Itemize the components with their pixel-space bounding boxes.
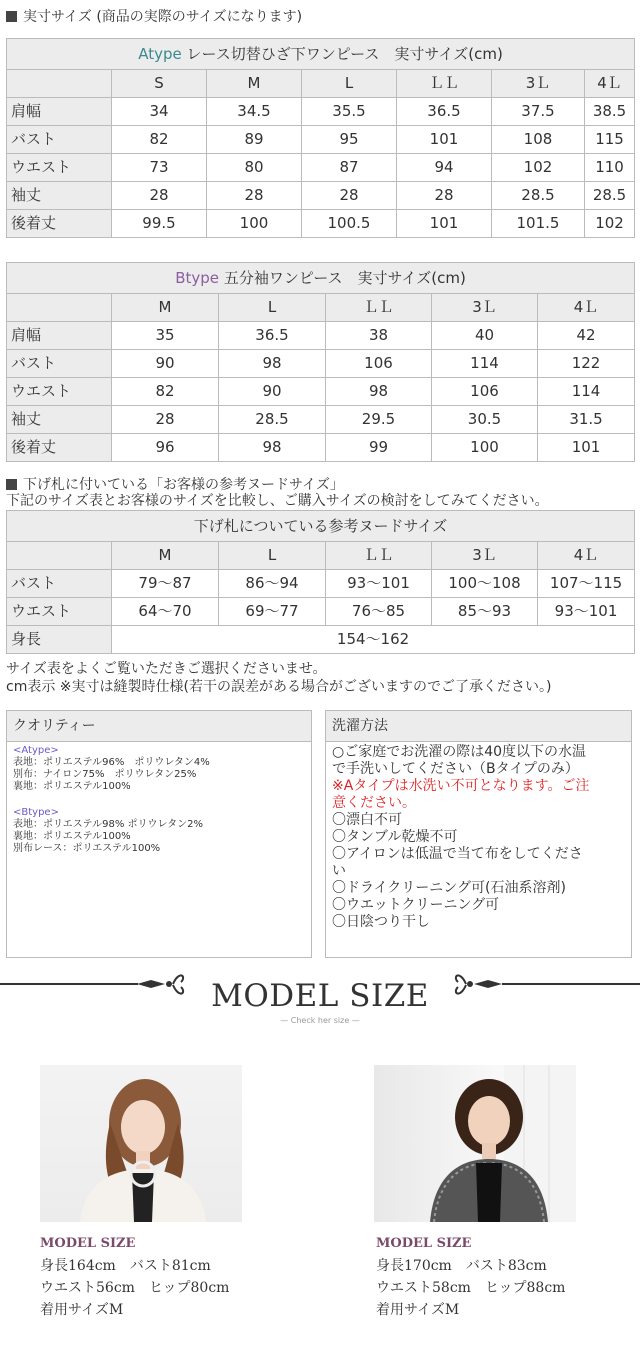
table-row: [7, 434, 635, 462]
model-2-line: ウエスト58cm ヒップ88cm: [376, 1280, 566, 1296]
table-cell: 28: [207, 182, 302, 210]
table-cell: 98: [219, 434, 326, 462]
row-label: 袖丈: [7, 406, 112, 434]
column-header: ＬＬ: [397, 70, 492, 98]
row-label: 身長: [7, 626, 112, 654]
column-header: ＬＬ: [326, 294, 432, 322]
table-cell: 82: [112, 126, 207, 154]
table-cell: 64〜70: [112, 598, 219, 626]
table-cell: 107〜115: [538, 570, 635, 598]
quality-line: 裏地：ポリエステル100%: [13, 831, 131, 842]
table-cell: 30.5: [432, 406, 538, 434]
care-instructions: [326, 742, 631, 931]
table-row: [7, 406, 635, 434]
table-cell: 94: [397, 154, 492, 182]
column-header: M: [112, 542, 219, 570]
table-cell: 36.5: [219, 322, 326, 350]
table-cell: 106: [432, 378, 538, 406]
column-header: L: [302, 70, 397, 98]
table-cell: 73: [112, 154, 207, 182]
table-cell: 29.5: [326, 406, 432, 434]
row-label: バスト: [7, 570, 112, 598]
table-caption: 下げ札についている参考ヌードサイズ: [7, 511, 635, 542]
row-label: バスト: [7, 350, 112, 378]
table-cell: 106: [326, 350, 432, 378]
table-cell: 28: [112, 406, 219, 434]
table-caption: Btype 五分袖ワンピース 実寸サイズ(cm): [7, 263, 635, 294]
quality-line: 別布レース：ポリエステル100%: [13, 843, 161, 854]
section-description: 下記のサイズ表とお客様のサイズを比較し、ご購入サイズの検討をしてみてください。: [6, 493, 549, 509]
table-cell: 35.5: [302, 98, 397, 126]
quality-btype-label: <Btype>: [13, 807, 59, 818]
table-row: [7, 626, 635, 654]
row-label: ウエスト: [7, 378, 112, 406]
quality-line: 別布：ナイロン75% ポリウレタン25%: [13, 769, 197, 780]
table-cell: 87: [302, 154, 397, 182]
care-box: [325, 710, 632, 958]
column-header: ＬＬ: [326, 542, 432, 570]
care-item: 〇漂白不可: [332, 812, 402, 828]
column-header: M: [112, 294, 219, 322]
size-table-atype: [6, 38, 635, 238]
table-cell: 115: [585, 126, 635, 154]
row-label: ウエスト: [7, 154, 112, 182]
table-cell: 35: [112, 322, 219, 350]
table-cell: 114: [432, 350, 538, 378]
note-line: サイズ表をよくご覧いただきご選択くださいませ。: [6, 661, 327, 677]
table-cell: 101: [397, 126, 492, 154]
table-cell: 69〜77: [219, 598, 326, 626]
model-1-line: 身長164cm バスト81cm: [40, 1258, 211, 1274]
table-cell: 28: [302, 182, 397, 210]
table-cell: 154〜162: [112, 626, 635, 654]
table-cell: 31.5: [538, 406, 635, 434]
model-1-line: 着用サイズM: [40, 1302, 124, 1318]
care-title: 洗濯方法: [326, 711, 631, 742]
table-cell: 101: [397, 210, 492, 238]
table-row: [7, 98, 635, 126]
table-cell: 28: [397, 182, 492, 210]
table-row: [7, 322, 635, 350]
table-cell: 28: [112, 182, 207, 210]
model-photo-2: [374, 1065, 576, 1222]
table-cell: 34: [112, 98, 207, 126]
care-line: ○ご家庭でお洗濯の際は40度以下の水温: [332, 744, 587, 760]
quality-btype: [7, 793, 311, 855]
table-header-row: [7, 70, 635, 98]
quality-line: 裏地：ポリエステル100%: [13, 781, 131, 792]
table-cell: 101: [538, 434, 635, 462]
row-label: 肩幅: [7, 322, 112, 350]
column-header: 3Ｌ: [432, 542, 538, 570]
care-item: 〇ドライクリーニング可(石油系溶剤): [332, 880, 566, 896]
table-cell: 108: [492, 126, 585, 154]
column-header: 4Ｌ: [538, 294, 635, 322]
table-cell: 40: [432, 322, 538, 350]
table-row: [7, 154, 635, 182]
model-2-line: 着用サイズM: [376, 1302, 460, 1318]
table-cell: 28.5: [585, 182, 635, 210]
table-cell: 99: [326, 434, 432, 462]
table-cell: 37.5: [492, 98, 585, 126]
table-cell: 76〜85: [326, 598, 432, 626]
row-label: ウエスト: [7, 598, 112, 626]
table-cell: 114: [538, 378, 635, 406]
atype-label: Atype: [138, 45, 182, 63]
table-caption: Atype レース切替ひざ下ワンピース 実寸サイズ(cm): [7, 39, 635, 70]
table-row: [7, 570, 635, 598]
table-cell: 102: [585, 210, 635, 238]
column-header: M: [207, 70, 302, 98]
table-row: [7, 210, 635, 238]
column-header: 4Ｌ: [538, 542, 635, 570]
column-header: L: [219, 294, 326, 322]
table-cell: 122: [538, 350, 635, 378]
quality-line: 表地：ポリエステル98% ポリウレタン2%: [13, 819, 203, 830]
column-header: L: [219, 542, 326, 570]
care-item: 〇ウエットクリーニング可: [332, 897, 500, 913]
table-cell: 100: [207, 210, 302, 238]
note-line: cm表示 ※実寸は縫製時仕様(若干の誤差がある場合がございますのでご了承ください。): [6, 679, 552, 695]
table-cell: 85〜93: [432, 598, 538, 626]
table-cell: 80: [207, 154, 302, 182]
table-cell: 98: [219, 350, 326, 378]
table-cell: 28.5: [492, 182, 585, 210]
table-cell: 28.5: [219, 406, 326, 434]
table-cell: 42: [538, 322, 635, 350]
quality-box: [6, 710, 312, 958]
care-item: い: [332, 863, 346, 879]
care-warning: 意ください。: [332, 795, 416, 811]
row-label: 肩幅: [7, 98, 112, 126]
care-item: 〇アイロンは低温で当て布をしてくださ: [332, 846, 583, 862]
section-title-nude-size: 下げ札に付いている「お客様の参考ヌードサイズ」: [6, 474, 344, 494]
size-table-btype: [6, 262, 635, 462]
column-header: 3Ｌ: [492, 70, 585, 98]
table-cell: 89: [207, 126, 302, 154]
table-cell: 93〜101: [326, 570, 432, 598]
table-header-row: [7, 294, 635, 322]
table-cell: 82: [112, 378, 219, 406]
quality-line: 表地：ポリエステル96% ポリウレタン4%: [13, 757, 210, 768]
table-cell: 86〜94: [219, 570, 326, 598]
model-photo-1: [40, 1065, 242, 1222]
table-row: [7, 378, 635, 406]
table-cell: 38.5: [585, 98, 635, 126]
row-label: 後着丈: [7, 434, 112, 462]
quality-title: クオリティー: [7, 711, 311, 742]
care-warning: ※Aタイプは水洗い不可となります。ご注: [332, 778, 590, 794]
row-label: 後着丈: [7, 210, 112, 238]
model-2-line: 身長170cm バスト83cm: [376, 1258, 547, 1274]
square-bullet-icon: [6, 479, 17, 490]
table-row: [7, 598, 635, 626]
model-size-heading: MODEL SIZE: [211, 978, 429, 1014]
table-row: [7, 182, 635, 210]
table-row: [7, 126, 635, 154]
care-item: 〇タンブル乾燥不可: [332, 829, 458, 845]
table-header-row: [7, 542, 635, 570]
care-item: 〇日陰つり干し: [332, 914, 430, 930]
square-bullet-icon: [6, 11, 17, 22]
quality-atype: [7, 742, 311, 793]
table-cell: 38: [326, 322, 432, 350]
table-cell: 93〜101: [538, 598, 635, 626]
model-1-line: ウエスト56cm ヒップ80cm: [40, 1280, 230, 1296]
table-cell: 100: [432, 434, 538, 462]
table-cell: 100.5: [302, 210, 397, 238]
care-line: で手洗いしてください（Bタイプのみ）: [332, 761, 579, 777]
table-cell: 100〜108: [432, 570, 538, 598]
column-header: 3Ｌ: [432, 294, 538, 322]
table-cell: 110: [585, 154, 635, 182]
table-cell: 96: [112, 434, 219, 462]
table-cell: 79〜87: [112, 570, 219, 598]
nude-size-table: [6, 510, 635, 654]
model-size-subtitle: — Check her size —: [280, 1016, 360, 1025]
quality-atype-label: <Atype>: [13, 745, 59, 756]
table-cell: 99.5: [112, 210, 207, 238]
table-cell: 90: [112, 350, 219, 378]
table-row: [7, 350, 635, 378]
table-cell: 36.5: [397, 98, 492, 126]
table-cell: 101.5: [492, 210, 585, 238]
section-title-actual-size: 実寸サイズ (商品の実際のサイズになります): [6, 6, 302, 26]
table-cell: 90: [219, 378, 326, 406]
column-header: 4Ｌ: [585, 70, 635, 98]
row-label: 袖丈: [7, 182, 112, 210]
table-cell: 34.5: [207, 98, 302, 126]
model-2-label: MODEL SIZE: [376, 1236, 472, 1251]
column-header: S: [112, 70, 207, 98]
row-label: バスト: [7, 126, 112, 154]
table-cell: 98: [326, 378, 432, 406]
table-cell: 102: [492, 154, 585, 182]
btype-label: Btype: [175, 269, 220, 287]
table-cell: 95: [302, 126, 397, 154]
model-1-label: MODEL SIZE: [40, 1236, 136, 1251]
